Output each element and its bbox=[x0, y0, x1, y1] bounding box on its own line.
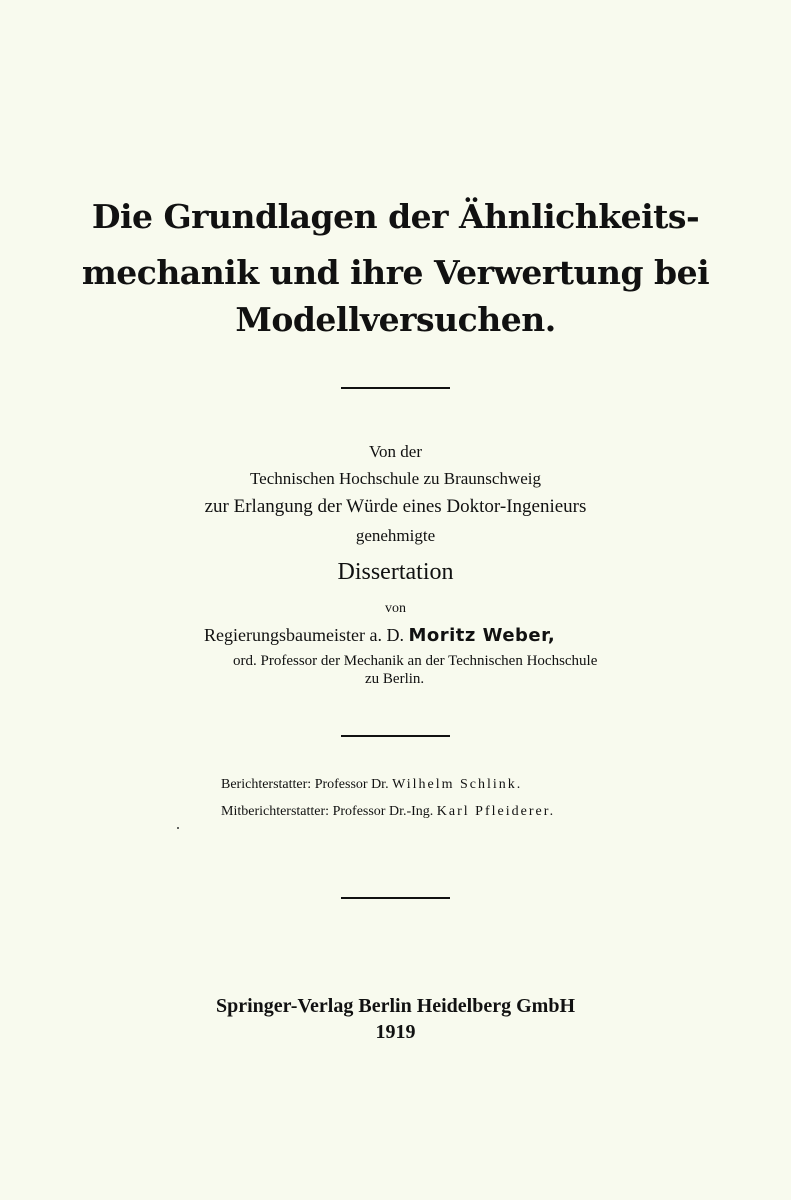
author-prefix: Regierungsbaumeister a. D. bbox=[204, 625, 404, 645]
intro-line-1: Von der bbox=[368, 442, 423, 461]
author-position-line-2: zu Berlin. bbox=[365, 671, 425, 687]
author-name: Moritz Weber, bbox=[408, 625, 556, 646]
publisher-name: Springer-Verlag Berlin Heidelberg GmbH bbox=[215, 995, 576, 1017]
intro-line-3: zur Erlangung der Würde eines Doktor-Ingenieurs bbox=[204, 496, 587, 517]
divider-rule-2 bbox=[341, 735, 450, 737]
intro-line-2: Technischen Hochschule zu Braunschweig bbox=[249, 469, 542, 488]
referee-label: Berichterstatter: bbox=[221, 777, 312, 792]
referee-title: Professor Dr. bbox=[314, 777, 389, 792]
divider-rule-3 bbox=[341, 897, 450, 899]
referee-name: Wilhelm Schlink. bbox=[392, 777, 523, 792]
publication-year: 1919 bbox=[375, 1021, 416, 1043]
author-position-line-1: ord. Professor der Mechanik an der Technischen Hochschule bbox=[233, 653, 598, 669]
intro-line-4: genehmigte bbox=[355, 526, 436, 545]
von-label: von bbox=[385, 601, 406, 616]
dissertation-label: Dissertation bbox=[337, 559, 454, 585]
title-line-3: Modellversuchen. bbox=[235, 300, 556, 339]
coreferee-label: Mitberichterstatter: bbox=[221, 804, 330, 819]
author-line bbox=[204, 622, 555, 649]
divider-rule-1 bbox=[341, 387, 450, 389]
title-line-2: mechanik und ihre Verwertung bei bbox=[81, 253, 710, 292]
coreferee-title: Professor Dr.-Ing. bbox=[332, 804, 434, 819]
print-speck bbox=[177, 827, 179, 829]
title-line-1: Die Grundlagen der Ähnlichkeits- bbox=[91, 197, 700, 236]
referee-line bbox=[221, 776, 522, 794]
coreferee-name: Karl Pfleiderer. bbox=[436, 804, 556, 819]
coreferee-line bbox=[221, 803, 555, 821]
